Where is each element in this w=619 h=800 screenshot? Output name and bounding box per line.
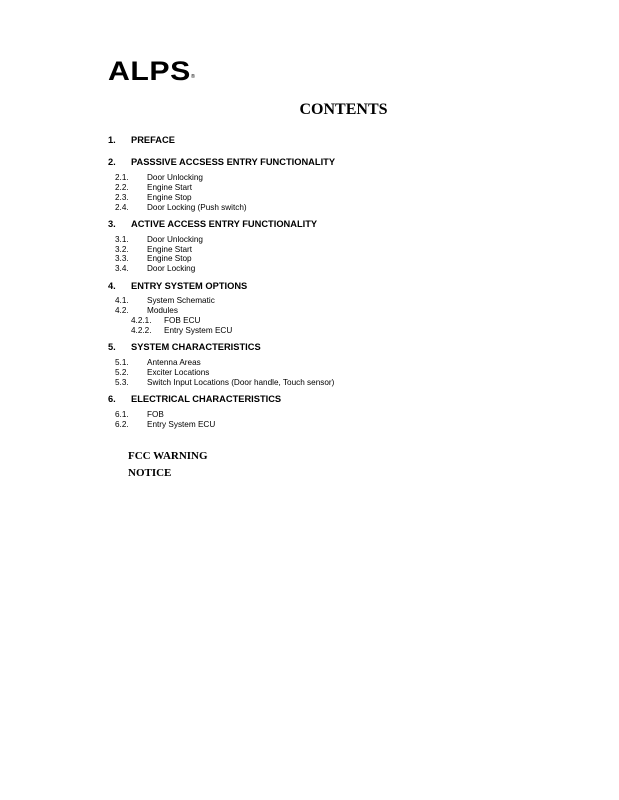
toc-subsection[interactable]: 4.1. System Schematic bbox=[115, 296, 215, 305]
toc-section[interactable]: 1. PREFACE bbox=[108, 135, 175, 145]
toc-subsubsection[interactable]: 4.2.1. FOB ECU bbox=[131, 316, 201, 325]
toc-section[interactable]: 2. PASSSIVE ACCSESS ENTRY FUNCTIONALITY bbox=[108, 157, 336, 167]
toc-subsection[interactable]: 6.2. Entry System ECU bbox=[115, 420, 216, 429]
toc-subsection[interactable]: 2.1. Door Unlocking bbox=[115, 173, 203, 182]
toc-notice[interactable]: NOTICE bbox=[128, 467, 172, 479]
alps-logo: ALPS® bbox=[108, 56, 196, 86]
toc-subsection[interactable]: 6.1. FOB bbox=[115, 410, 164, 419]
toc-subsection[interactable]: 3.4. Door Locking bbox=[115, 264, 196, 273]
toc-subsection[interactable]: 2.3. Engine Stop bbox=[115, 193, 192, 202]
toc-subsection[interactable]: 3.1. Door Unlocking bbox=[115, 235, 203, 244]
toc-subsection[interactable]: 2.2. Engine Start bbox=[115, 183, 193, 192]
toc-subsection[interactable]: 3.3. Engine Stop bbox=[115, 254, 192, 263]
toc-section[interactable]: 4. ENTRY SYSTEM OPTIONS bbox=[108, 281, 248, 291]
toc-subsection[interactable]: 5.3. Switch Input Locations (Door handle, Touch sensor) bbox=[115, 378, 335, 387]
toc-subsubsection[interactable]: 4.2.2. Entry System ECU bbox=[131, 326, 233, 335]
toc-fcc-warning[interactable]: FCC WARNING bbox=[128, 450, 208, 462]
toc-subsection[interactable]: 5.1. Antenna Areas bbox=[115, 358, 201, 367]
toc-section[interactable]: 3. ACTIVE ACCESS ENTRY FUNCTIONALITY bbox=[108, 219, 318, 229]
toc-subsection[interactable]: 5.2. Exciter Locations bbox=[115, 368, 210, 377]
toc-subsection[interactable]: 3.2. Engine Start bbox=[115, 245, 193, 254]
toc-section[interactable]: 5. SYSTEM CHARACTERISTICS bbox=[108, 342, 261, 352]
toc-section[interactable]: 6. ELECTRICAL CHARACTERISTICS bbox=[108, 394, 282, 404]
toc-subsection[interactable]: 2.4. Door Locking (Push switch) bbox=[115, 203, 247, 212]
contents-title: CONTENTS bbox=[299, 101, 388, 118]
toc-subsection[interactable]: 4.2. Modules bbox=[115, 306, 178, 315]
registered-mark: ® bbox=[190, 74, 196, 80]
